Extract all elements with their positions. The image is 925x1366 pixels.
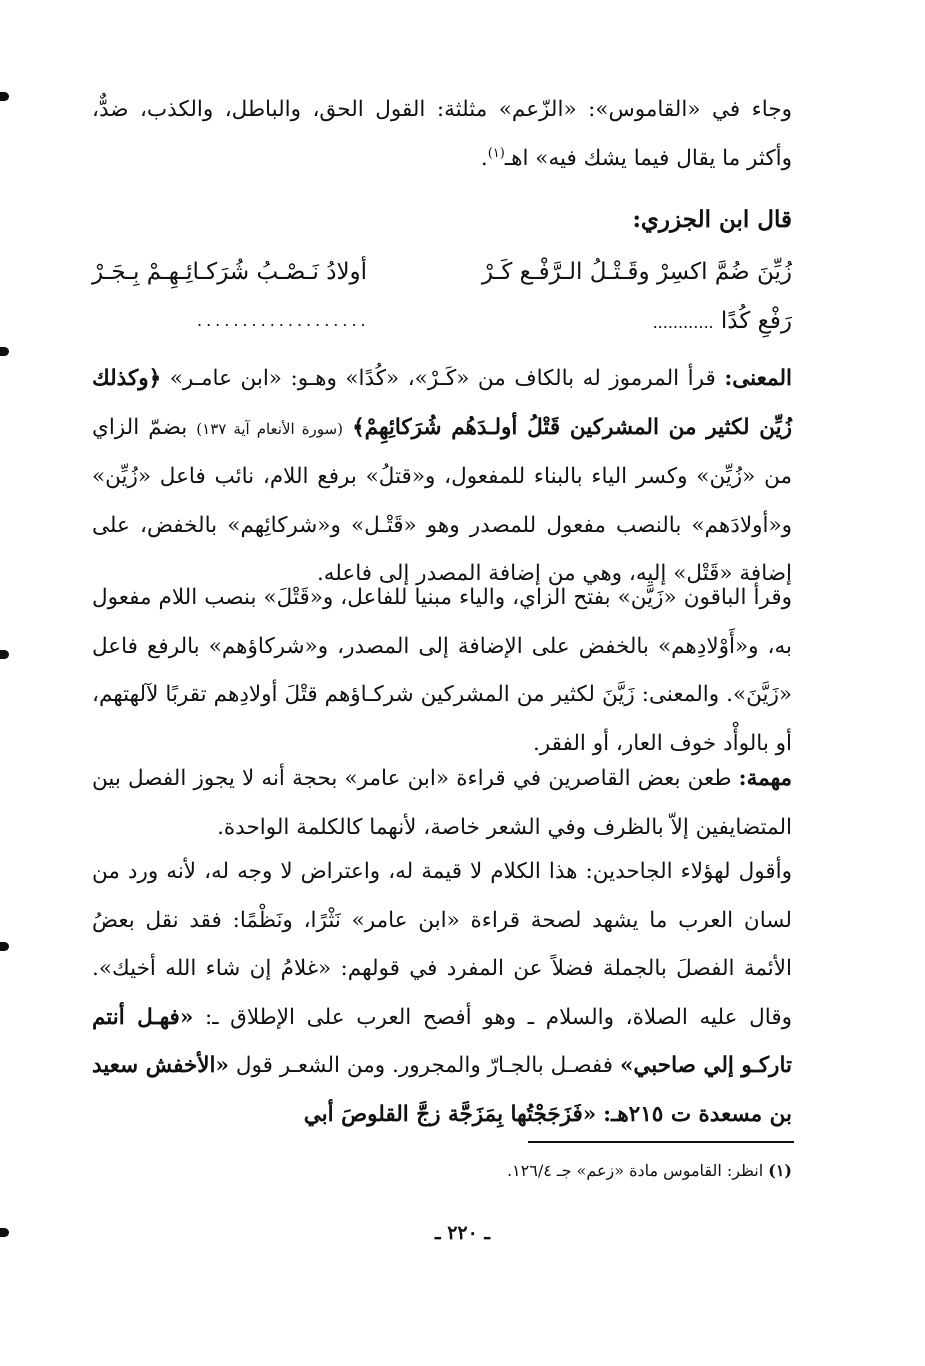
footnote-rule [528,1141,794,1143]
after-hadith-text: ففصـل بالجـارّ والمجرور. ومن الشعـر قول [235,1053,614,1078]
poem-dots-left: ................... [197,311,370,330]
others-paragraph: وقرأ الباقون «زَيَّن» بفتح الزاي، والياء مبنيا للفاعل، و«قَتْلَ» بنصب اللام مفعول به، و«أَوْلادِهم» بالخفض على الإضافة إلى المصدر، و«شركاؤهم» بالرفع فاعل «زَيَّنَ». والمعنى: زَيَّنَ لكثير من المشركين شركـاؤهم قتْلَ أولادِهم تقربًا لآلهتهم، أو بالوأْد خوف العار، أو الفقر. [92,585,792,756]
poem-text: رَفْعِ كُدًا [720,308,792,334]
intro-text: وجاء في «القاموس»: «الزّعم» مثلثة: القول الحق، والباطل، والكذب، ضدٌّ، وأكثر ما يقال فيما يشك فيه» اهـ [92,97,792,171]
verse-quote: «فَزَجَجْتُها بِمَزَجَّة زجَّ القلوصَ أبي [303,1101,597,1127]
poem-dots-right: ............ [652,313,714,332]
meaning-paragraph [92,355,792,599]
important-label: مهمة: [738,766,792,791]
section-heading: قال ابن الجزري: [632,206,792,233]
important-text: طعن بعض القاصرين في قراءة «ابن عامر» بحجة أنه لا يجوز الفصل بين المتضايفين إلاّ بالظرف وفي الشعر خاصة، لأنهما كالكلمة الواحدة. [92,766,792,840]
intro-paragraph [92,86,792,183]
meaning-label: المعنى: [724,366,792,391]
poem-hemistich-right: زُيِّنَ ضُمَّ اكسِرْ وقَـتْـلُ الـرَّفْـع كَـرْ [481,259,792,285]
important-paragraph [92,755,792,852]
reply-text: وأقول لهؤلاء الجاحدين: هذا الكلام لا قيمة له، واعتراض لا وجه له، لأنه ورد من لسان العرب ما يشهد لصحة قراءة «ابن عامر» نَثْرًا، ونَظْمًا: فقد نقل بعضُ الأئمة الفصلَ بالجملة فضلاً عن المفرد في قولهم: «غلامُ إن شاء الله أخيك». وقال عليه الصلاة، والسلام ـ وهو أفصح العرب على الإطلاق ـ: [92,859,792,1030]
poem-line-1 [92,248,792,296]
binding-mark [0,650,9,659]
page-number: ـ ٢٢٠ ـ [435,1222,490,1244]
binding-mark [0,347,9,356]
footnote-number: (١) [768,1161,792,1180]
quran-verse: ﴿وكذلك زُيِّن لكثير من المشركين قَتْلُ أولـدَهُم شُرَكائِهِمْ﴾ [92,366,793,440]
poem-hemistich-right [653,297,792,347]
binding-mark [0,942,9,951]
akhfash-name: «الأخفش سعيد بن مسعدة ت ٢١٥هـ: [92,1053,792,1127]
reply-paragraph [92,848,792,1139]
poem-hemistich-left: أولادُ نَـصْـبُ شُرَكـائِـهِـمْ بِـجَـرْ [92,259,368,285]
footnote [92,1156,792,1186]
footnote-marker[interactable]: (١) [487,145,505,161]
hadith-quote: «فهـل أنتم تاركـو إلي صاحبي» [92,1004,792,1078]
verse-reference: (سورة الأنعام آية ١٣٧) [196,419,343,438]
meaning-text-1: قرأ المرموز له بالكاف من «كَـرْ»، «كُدًا» وهـو: «ابن عامـر» [169,366,716,391]
meaning-text-2: بضمّ الزاي من «زُيِّن» وكسر الياء بالبناء للمفعول، و«قتلُ» برفع اللام، نائب فاعل «زُيِّن» و«أولادَهم» بالنصب مفعول للمصدر وهو «قَتْـل» و«شركائِهم» بالخفض، على إضافة «قَتْل» إليه، وهي من إضافة المصدر إلى فاعله. [92,414,792,586]
binding-mark [0,92,9,101]
intro-end: . [480,145,488,171]
footnote-text: انظر: القاموس مادة «زعم» جـ ١٢٦/٤. [506,1161,764,1180]
poem-line-2 [92,297,792,345]
